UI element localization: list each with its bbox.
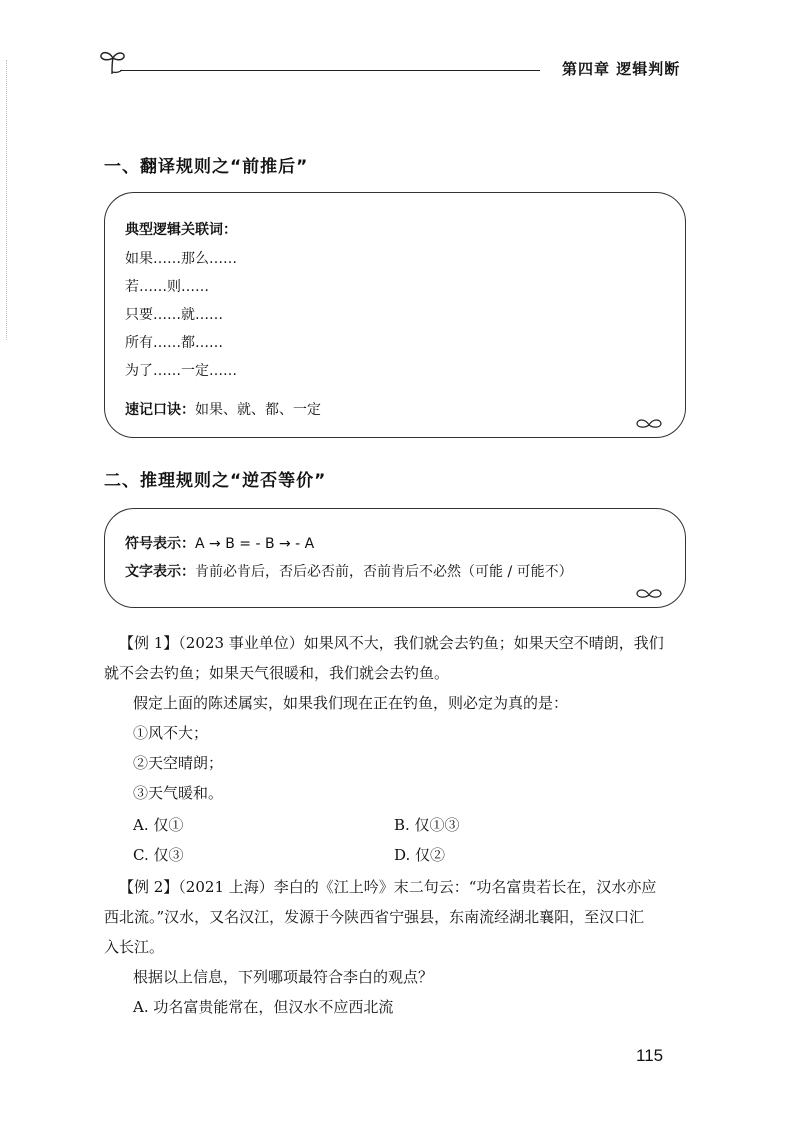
- mnemonic: [125, 399, 321, 419]
- connective-line: 只要……就……: [125, 307, 223, 323]
- symbol-line: [125, 533, 314, 553]
- chapter-title: 第四章 逻辑判断: [562, 60, 681, 78]
- example2-question: 根据以上信息，下列哪项最符合李白的观点？: [133, 968, 434, 986]
- example2-line3: 入长江。: [104, 938, 165, 956]
- example2-line1: 【例 2】（2021 上海）李白的《江上吟》末二句云：“功名富贵若长在，汉水亦应: [119, 878, 657, 896]
- mnemonic-text: 如果、就、都、一定: [195, 402, 321, 418]
- page-number: 115: [636, 1046, 664, 1065]
- text-label: 文字表示：: [125, 564, 195, 580]
- connective-line: 为了……一定……: [125, 363, 237, 379]
- example1-line1: 【例 1】（2023 事业单位）如果风不大，我们就会去钓鱼；如果天空不晴朗，我们: [119, 634, 664, 652]
- connectives-box: [104, 192, 686, 438]
- option-a: A. 仅①: [133, 816, 184, 834]
- option-c: C. 仅③: [133, 846, 184, 864]
- leaf-icon: [635, 417, 663, 431]
- sprout-icon: [98, 46, 128, 76]
- section1-title: 一、翻译规则之“前推后”: [104, 157, 309, 177]
- example2-option-a: A. 功名富贵能常在，但汉水不应西北流: [133, 998, 394, 1016]
- leaf-icon: [635, 587, 663, 601]
- connectives-heading: 典型逻辑关联词：: [125, 222, 237, 238]
- contrapositive-box: [104, 508, 686, 608]
- margin-dots: [6, 60, 9, 340]
- statement-item: ②天空晴朗；: [133, 754, 224, 772]
- connective-line: 所有……都……: [125, 335, 223, 351]
- connective-line: 如果……那么……: [125, 251, 237, 267]
- symbol-text: A → B = - B → - A: [195, 536, 315, 552]
- example1-line2: 就不会去钓鱼；如果天气很暖和，我们就会去钓鱼。: [104, 664, 450, 682]
- statement-item: ③天气暖和。: [133, 784, 224, 802]
- text-line: [125, 561, 573, 581]
- statement-item: ①风不大；: [133, 724, 209, 742]
- mnemonic-label: 速记口诀：: [125, 402, 195, 418]
- option-d: D. 仅②: [394, 846, 446, 864]
- header-rule: [120, 70, 540, 71]
- example1-question: 假定上面的陈述属实，如果我们现在正在钓鱼，则必定为真的是：: [133, 694, 569, 712]
- section2-title: 二、推理规则之“逆否等价”: [104, 471, 327, 491]
- example2-line2: 西北流。”汉水，又名汉江，发源于今陕西省宁强县，东南流经湖北襄阳，至汉口汇: [104, 908, 645, 926]
- text-text: 肯前必肯后，否后必否前，否前肯后不必然（可能 / 可能不）: [195, 564, 573, 580]
- option-b: B. 仅①③: [394, 816, 460, 834]
- connective-line: 若……则……: [125, 279, 209, 295]
- symbol-label: 符号表示：: [125, 536, 195, 552]
